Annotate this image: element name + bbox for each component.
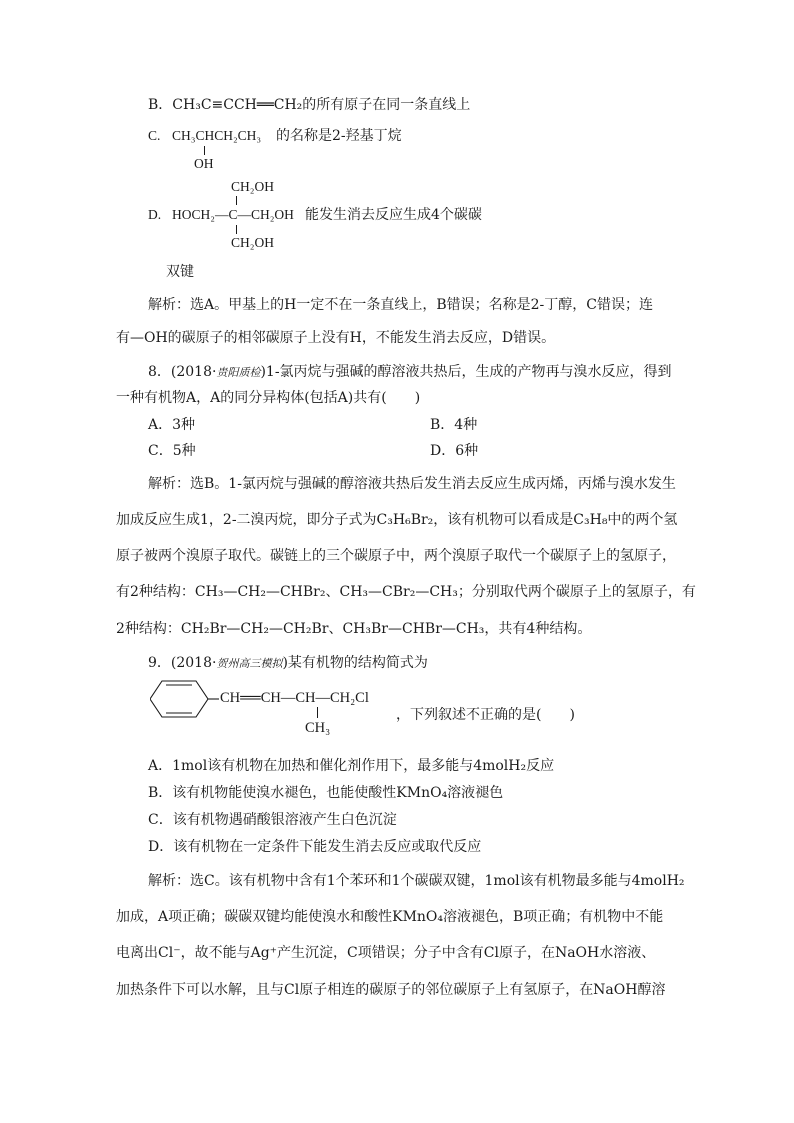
q8-stem-line-2: 一种有机物A，A的同分异构体(包括A)共有( ) [116,390,421,406]
benzene-ring-icon [150,678,220,720]
q8-analysis-line-2: 加成反应生成1，2-二溴丙烷，即分子式为C₃H₆Br₂，该有机物可以看成是C₃H₈中的两个氢 [116,512,678,528]
q8-option-c: C．5种 [148,443,196,459]
q7-option-d-label: D. [148,207,162,222]
q7-option-c-formula: CH₃CHCH₂CH₃ [172,128,262,143]
q7-option-d-text: 能发生消去反应生成4个碳碳 [305,207,482,223]
q8-analysis-line-4: 有2种结构：CH₃—CH₂—CHBr₂、CH₃—CBr₂—CH₃；分别取代两个碳原子上的氢原子，有 [116,584,696,600]
q9-option-d: D．该有机物在一定条件下能发生消去反应或取代反应 [148,839,482,855]
q7-option-c-branch: OH [194,156,214,171]
q9-analysis-line-2: 加成，A项正确；碳碳双键均能使溴水和酸性KMnO₄溶液褪色，B项正确；有机物中不能 [116,909,664,925]
q8-stem-line-1 [148,363,672,382]
q9-branch-bond [317,707,318,718]
q8-analysis-line-5: 2种结构：CH₂Br—CH₂—CH₂Br、CH₃Br—CHBr—CH₃，共有4种结构。 [116,621,592,637]
q8-option-a: A．3种 [148,417,196,433]
q9-option-a: A．1mol该有机物在加热和催化剂作用下，最多能与4molH₂反应 [148,758,555,774]
q9-number: 9．(2018· [148,655,217,671]
q8-option-d: D．6种 [430,443,479,459]
q9-stem-line-1 [148,654,428,673]
q7-analysis-line-1: 解析：选A。甲基上的H一定不在一条直线上，B错误；名称是2-丁醇，C错误；连 [148,297,653,313]
q8-analysis-line-1: 解析：选B。1-氯丙烷与强碱的醇溶液共热后发生消去反应生成丙烯，丙烯与溴水发生 [148,476,676,492]
q7-option-d-bottom: CH₂OH [231,235,274,250]
q7-option-d-text-cont: 双键 [166,264,194,280]
q9-source: 贺州高三模拟 [216,657,283,670]
q7-option-d-bond-up [236,196,237,205]
q7-option-d-bond-down [236,225,237,234]
q9-analysis-line-4: 加热条件下可以水解，且与Cl原子相连的碳原子的邻位碳原子上有氢原子，在NaOH醇溶 [116,982,666,998]
q9-stem-line-2: ，下列叙述不正确的是( ) [396,707,575,723]
q7-option-b: B．CH₃C≡CCH══CH₂的所有原子在同一条直线上 [148,97,471,113]
q7-analysis-line-2: 有—OH的碳原子的相邻碳原子上没有H，不能发生消去反应，D错误。 [116,330,556,346]
q7-option-c-text: 的名称是2-羟基丁烷 [276,128,402,144]
q9-branch-formula: CH₃ [305,720,331,736]
q8-analysis-line-3: 原子被两个溴原子取代。碳链上的三个碳原子中，两个溴原子取代一个碳原子上的氢原子， [116,548,676,564]
q9-chain-formula: CH══CH—CH—CH₂Cl [220,690,369,706]
q8-stem-text: )1-氯丙烷与强碱的醇溶液共热后，生成的产物再与溴水反应，得到 [260,364,672,380]
q9-option-b: B．该有机物能使溴水褪色，也能使酸性KMnO₄溶液褪色 [148,785,504,801]
q9-stem-text: )某有机物的结构简式为 [282,655,428,671]
q8-source: 贵阳质检 [216,366,261,379]
q8-option-b: B．4种 [430,417,478,433]
q9-option-c: C．该有机物遇硝酸银溶液产生白色沉淀 [148,812,397,828]
q7-option-d-top: CH₂OH [231,179,274,194]
q9-analysis-line-3: 电离出Cl⁻，故不能与Ag⁺产生沉淀，C项错误；分子中含有Cl原子，在NaOH水溶液、 [116,945,656,961]
q8-number: 8．(2018· [148,364,217,380]
q7-option-c-label: C. [148,128,161,143]
q7-option-d-middle: HOCH₂—C—CH₂OH [172,207,294,222]
q7-option-c-bond [204,146,205,155]
q9-analysis-line-1: 解析：选C。该有机物中含有1个苯环和1个碳碳双键，1mol该有机物最多能与4molH₂ [148,873,685,889]
